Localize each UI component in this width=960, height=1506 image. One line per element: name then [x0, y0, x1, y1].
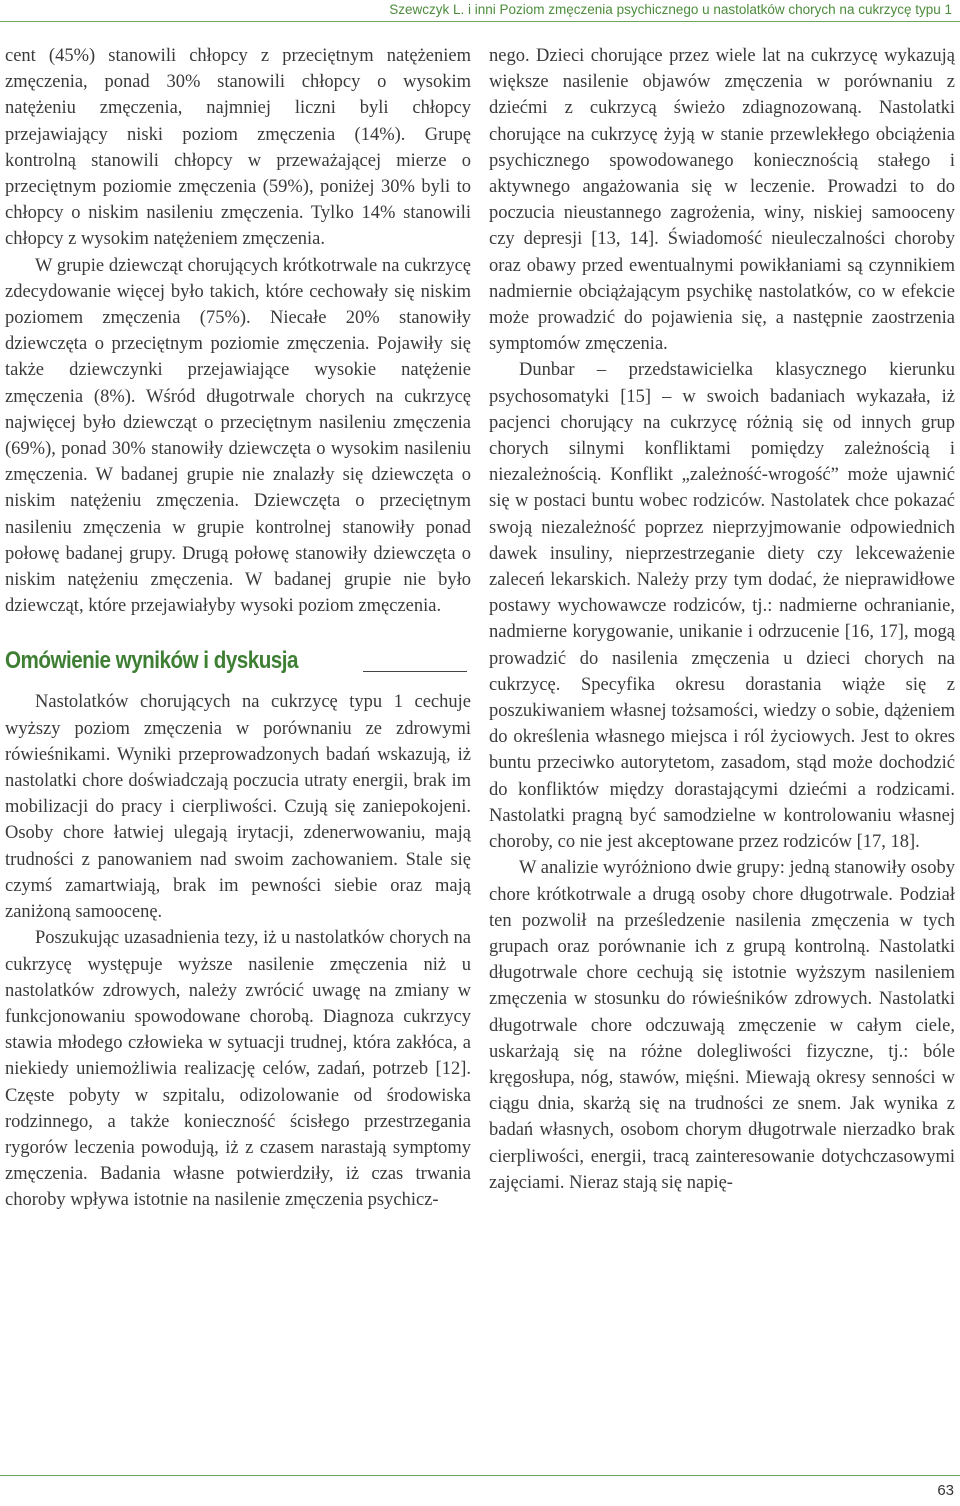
body-paragraph: cent (45%) stanowili chłopcy z przeciętnym natężeniem zmęczenia, ponad 30% stanowili chłopcy o wysokim natężeniu zmęczenia, najmniej liczni byli chłopcy przejawiający niski poziom zmęczenia (14%). Grupę kontrolną stanowili chłopcy w przeważającej mierze o przeciętnym poziomie zmęczenia (59%), poniżej 30% byli to chłopcy o niskim nasileniu zmęczenia. Tylko 14% stanowili chłopcy z wysokim natężeniem zmęczenia. [5, 46, 471, 250]
section-heading [5, 619, 471, 689]
page-number: 63 [937, 1482, 954, 1499]
left-column [5, 43, 471, 1214]
right-column [489, 43, 955, 1196]
footer-rule [0, 1475, 960, 1476]
body-paragraph: W analizie wyróżniono dwie grupy: jedną stanowiły osoby chore krótkotrwale a drugą osoby chore długotrwale. Podział ten pozwolił na prześledzenie nasilenia zmęczenia w tych grupach oraz porównanie ich z grupą kontrolną. Nastolatki długotrwale chore cechują się istotnie wyższym nasileniem zmęczenia w stosunku do rówieśników zdrowych. Nastolatki długotrwale chore odczuwają zmęczenie w całym ciele, uskarżają się na różne dolegliwości fizyczne, tj.: bóle kręgosłupa, nóg, stawów, mięśni. Miewają okresy senności w ciągu dnia, skarżą się na trudności ze snem. Jak wynika z badań własnych, osobom chorym długotrwale nierzadko brak cierpliwości, energii, tracą zainteresowanie dotychczasowymi zajęciami. Nieraz stają się napię- [489, 858, 955, 1193]
body-paragraph: W grupie dziewcząt chorujących krótkotrwale na cukrzycę zdecydowanie więcej było takich, które cechowały się niskim poziomem zmęczenia (75%). Niecałe 20% stanowiły dziewczęta o przeciętnym poziomie zmęczenia. Pojawiły się także dziewczynki przejawiające wysokie natężenie zmęczenia (8%). Wśród długotrwale chorych na cukrzycę najwięcej było dziewcząt o przeciętnym nasileniu zmęczenia (69%), ponad 30% stanowiły dziewczęta o wysokim nasileniu zmęczenia. W badanej grupie nie znalazły się dziewczęta o niskim natężeniu zmęczenia. Dziewczęta o przeciętnym nasileniu zmęczenia w grupie kontrolnej stanowiły ponad połowę badanej grupy. Drugą połowę stanowiły dziewczęta o niskim natężeniu zmęczenia. W badanej grupie nie było dziewcząt, które przejawiałyby wysoki poziom zmęczenia. [5, 255, 471, 617]
body-paragraph: Dunbar – przedstawicielka klasycznego kierunku psychosomatyki [15] – w swoich badaniach wykazała, iż pacjenci chorujący na cukrzycę różnią się od innych grup chorych silnymi konfliktami pomiędzy zależnością i niezależnością. Konflikt „zależność-wrogość” może ujawnić się w postaci buntu wobec rodziców. Nastolatek chce pokazać swoją niezależność poprzez nieprzyjmowanie odpowiednich dawek insuliny, nieprzestrzeganie diety czy lekceważenie zaleceń lekarskich. Należy przy tym dodać, że nieprawidłowe postawy wychowawcze rodziców, tj.: nadmierne ochranianie, nadmierne korygowanie, unikanie i odrzucenie [16, 17], mogą prowadzić do nasilenia zmęczenia u dzieci chorych na cukrzycę. Specyfika okresu dorastania wiąże się z poszukiwaniem własnej tożsamości, wiedzy o sobie, dążeniem do określenia własnego miejsca i ról życiowych. Jest to okres buntu przeciwko autorytetom, zasadom, stąd może dochodzić do konfliktów między dorastającymi dziećmi a rodzicami. Nastolatki pragną być samodzielne w kontrolowaniu własnej choroby, co nie jest akceptowane przez rodziców [17, 18]. [489, 360, 955, 853]
section-title-rule [363, 671, 467, 672]
section-title: Omówienie wyników i dyskusja [5, 647, 298, 675]
header-rule [0, 21, 960, 22]
body-paragraph: nego. Dzieci chorujące przez wiele lat na cukrzycę wykazują większe nasilenie objawów zmęczenia w porównaniu z dziećmi z cukrzycą świeżo zdiagnozowaną. Nastolatki chorujące na cukrzycę żyją w stanie przewlekłego obciążenia psychicznego spowodowanego koniecznością stałego i aktywnego angażowania się w leczenie. Prowadzi to do poczucia nieustannego zagrożenia, winy, niskiej samooceny czy depresji [13, 14]. Świadomość nieuleczalności choroby oraz obawy przed ewentualnymi powikłaniami są czynnikiem nadmiernie obciążającym psychikę nastolatków, co w efekcie może prowadzić do pojawienia się, a następnie zaostrzenia symptomów zmęczenia. [489, 46, 955, 355]
body-paragraph: Poszukując uzasadnienia tezy, iż u nastolatków chorych na cukrzycę występuje wyższe nasilenie zmęczenia niż u nastolatków zdrowych, należy zwrócić uwagę na zmiany w funkcjonowaniu spowodowane chorobą. Diagnoza cukrzycy stawia młodego człowieka w sytuacji trudnej, która zakłóca, a niekiedy uniemożliwia realizację celów, zadań, potrzeb [12]. Częste pobyty w szpitalu, odizolowanie od środowiska rodzinnego, a także konieczność ścisłego przestrzegania rygorów leczenia powodują, iż z czasem narastają symptomy zmęczenia. Badania własne potwierdziły, iż czas trwania choroby wpływa istotnie na nasilenie zmęczenia psychicz- [5, 928, 471, 1211]
running-head: Szewczyk L. i inni Poziom zmęczenia psychicznego u nastolatków chorych na cukrzycę typu 1 [389, 2, 952, 17]
body-paragraph: Nastolatków chorujących na cukrzycę typu 1 cechuje wyższy poziom zmęczenia w porównaniu ze zdrowymi rówieśnikami. Wyniki przeprowadzonych badań wskazują, iż nastolatki chore doświadczają poczucia utraty energii, brak im mobilizacji do pracy i cierpliwości. Czują się zaniepokojeni. Osoby chore łatwiej ulegają irytacji, zdenerwowaniu, mają trudności z panowaniem nad swoim zachowaniem. Stale się czymś zamartwiają, brak im pewności siebie oraz mają zaniżoną samoocenę. [5, 692, 471, 923]
